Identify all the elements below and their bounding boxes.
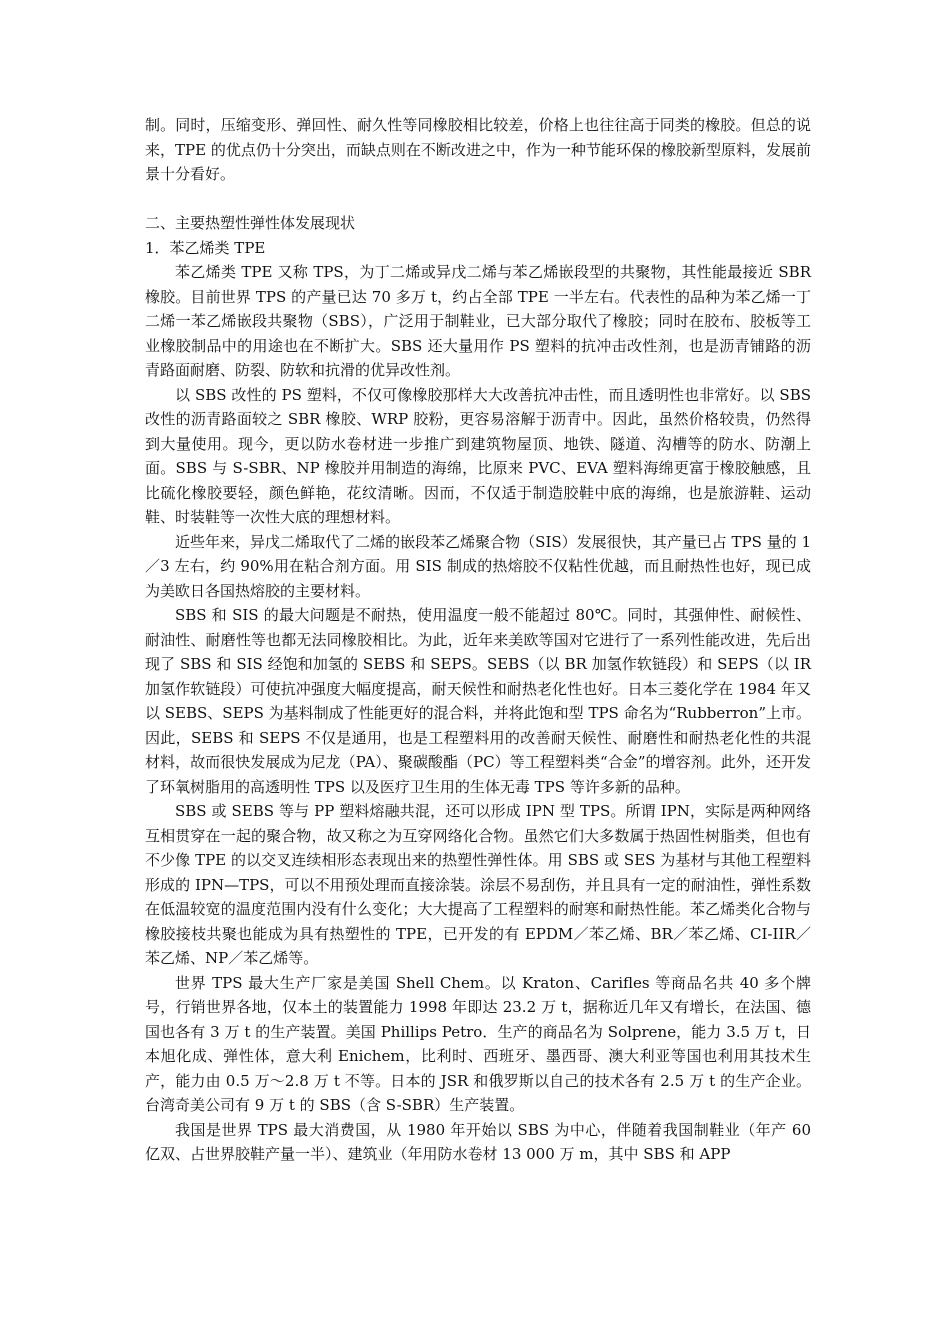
body-paragraph: SBS 和 SIS 的最大问题是不耐热，使用温度一般不能超过 80℃。同时，其强伸性、耐候性、耐油性、耐磨性等也都无法同橡胶相比。为此，近年来美欧等国对它进行了一系列性能改进，先后出现了 SBS 和 SIS 经饱和加氢的 SEBS 和 SEPS。SEBS（以 BR 加氢作软链段）和 SEPS（以 IR 加氢作软链段）可使抗冲强度大幅度提高，耐天候性和耐热老化性也好。日本三菱化学在 1984 年又以 SEBS、SEPS 为基料制成了性能更好的混合料，并将此饱和型 TPS 命名为“Rubberron”上市。因此，SEBS 和 SEPS 不仅是通用，也是工程塑料用的改善耐天候性、耐磨性和耐热老化性的共混材料，故而很快发展成为尼龙（PA）、聚碳酸酯（PC）等工程塑料类“合金”的增容剂。此外，还开发了环氧树脂用的高透明性 TPS 以及医疗卫生用的生体无毒 TPS 等许多新的品种。 xyxy=(145,606,811,796)
body-paragraph: 世界 TPS 最大生产厂家是美国 Shell Chem。以 Kraton、Carifles 等商品名共 40 多个牌号，行销世界各地，仅本土的装置能力 1998 年即达 23.2 万 t，据称近几年又有增长，在法国、德国也各有 3 万 t 的生产装置。美国 Phillips Petro．生产的商品名为 Solprene，能力 3.5 万 t，日本旭化成、弹性体，意大利 Enichem，比利时、西班牙、墨西哥、澳大利亚等国也利用其技术生产，能力由 0.5 万～2.8 万 t 不等。日本的 JSR 和俄罗斯以自己的技术各有 2.5 万 t 的生产企业。台湾奇美公司有 9 万 t 的 SBS（含 S-SBR）生产装置。 xyxy=(145,973,811,1114)
intro-paragraph: 制。同时，压缩变形、弹回性、耐久性等同橡胶相比较差，价格上也往往高于同类的橡胶。但总的说来，TPE 的优点仍十分突出，而缺点则在不断改进之中，作为一种节能环保的橡胶新型原料，发展前景十分看好。 xyxy=(145,116,811,183)
paragraph-gap xyxy=(145,187,811,212)
body-paragraph: 苯乙烯类 TPE 又称 TPS，为丁二烯或异戊二烯与苯乙烯嵌段型的共聚物，其性能最接近 SBR 橡胶。目前世界 TPS 的产量已达 70 多万 t，约占全部 TPE 一半左右。代表性的品种为苯乙烯一丁二烯一苯乙烯嵌段共聚物（SBS），广泛用于制鞋业，已大部分取代了橡胶；同时在胶布、胶板等工业橡胶制品中的用途也在不断扩大。SBS 还大量用作 PS 塑料的抗冲击改性剂，也是沥青铺路的沥青路面耐磨、防裂、防软和抗滑的优异改性剂。 xyxy=(145,263,811,379)
body-paragraph: 我国是世界 TPS 最大消费国，从 1980 年开始以 SBS 为中心，伴随着我国制鞋业（年产 60 亿双、占世界胶鞋产量一半）、建筑业（年用防水卷材 13 000 万 m，其中 SBS 和 APP xyxy=(145,1120,811,1163)
body-paragraph: 近些年来，异戊二烯取代了二烯的嵌段苯乙烯聚合物（SIS）发展很快，其产量已占 TPS 量的 1／3 左右，约 90%用在粘合剂方面。用 SIS 制成的热熔胶不仅粘性优越，而且耐热性也好，现已成为美欧日各国热熔胶的主要材料。 xyxy=(145,532,811,600)
section-heading: 二、主要热塑性弹性体发展现状 xyxy=(145,214,356,232)
body-paragraph: 以 SBS 改性的 PS 塑料，不仅可像橡胶那样大大改善抗冲击性，而且透明性也非常好。以 SBS 改性的沥青路面较之 SBR 橡胶、WRP 胶粉，更容易溶解于沥青中。因此，虽然价格较贵，仍然得到大量使用。现今，更以防水卷材进一步推广到建筑物屋顶、地铁、隧道、沟槽等的防水、防潮上面。SBS 与 S-SBR、NP 橡胶并用制造的海绵，比原来 PVC、EVA 塑料海绵更富于橡胶触感，且比硫化橡胶要轻，颜色鲜艳，花纹清晰。因而，不仅适于制造胶鞋中底的海绵，也是旅游鞋、运动鞋、时装鞋等一次性大底的理想材料。 xyxy=(145,385,811,526)
document-body xyxy=(145,113,811,1167)
subsection-heading: 1．苯乙烯类 TPE xyxy=(145,238,266,257)
body-paragraph: SBS 或 SEBS 等与 PP 塑料熔融共混，还可以形成 IPN 型 TPS。所谓 IPN，实际是两种网络互相贯穿在一起的聚合物，故又称之为互穿网络化合物。虽然它们大多数属于热固性树脂类，但也有不少像 TPE 的以交叉连续相形态表现出来的热塑性弹性体。用 SBS 或 SES 为基材与其他工程塑料形成的 IPN—TPS，可以不用预处理而直接涂装。涂层不易刮伤，并且具有一定的耐油性，弹性系数在低温较宽的温度范围内没有什么变化；大大提高了工程塑料的耐寒和耐热性能。苯乙烯类化合物与橡胶接枝共聚也能成为具有热塑性的 TPE，已开发的有 EPDM／苯乙烯、BR／苯乙烯、CI-IIR／苯乙烯、NP／苯乙烯等。 xyxy=(145,802,811,967)
